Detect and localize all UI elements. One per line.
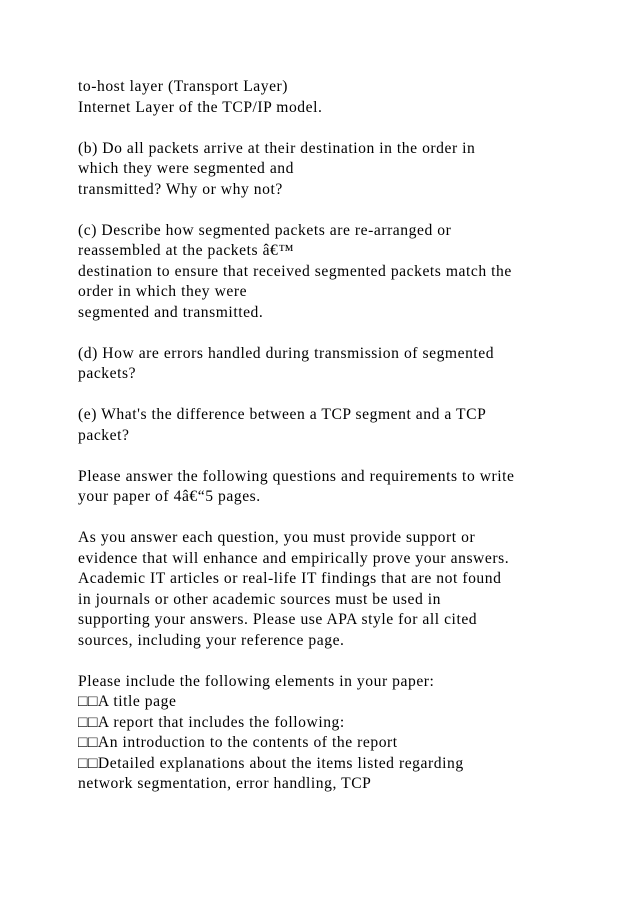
text-line: supporting your answers. Please use APA style for all cited: [78, 611, 478, 628]
text-line: (c) Describe how segmented packets are re-arranged or: [78, 221, 452, 239]
list-item: □□An introduction to the contents of the report: [78, 734, 398, 751]
text-line: sources, including your reference page.: [78, 631, 345, 649]
blank-line: [78, 508, 578, 529]
list-item: □□Detailed explanations about the items listed regarding: [78, 754, 464, 772]
text-line: transmitted? Why or why not?: [78, 180, 283, 198]
text-line: in journals or other academic sources must be used in: [78, 590, 442, 608]
blank-line: [78, 200, 578, 221]
blank-line: [78, 446, 578, 467]
blank-line: [78, 323, 578, 344]
text-line: packets?: [78, 365, 137, 382]
text-line: order in which they were: [78, 283, 248, 300]
list-item: □□A title page: [78, 693, 177, 710]
text-line: As you answer each question, you must provide support or: [78, 529, 476, 546]
list-item: □□A report that includes the following:: [78, 713, 345, 731]
blank-line: [78, 651, 578, 672]
text-line: your paper of 4â€“5 pages.: [78, 488, 261, 505]
blank-line: [78, 385, 578, 406]
text-line: Academic IT articles or real-life IT findings that are not found: [78, 570, 502, 587]
text-line: packet?: [78, 426, 130, 444]
blank-line: [78, 118, 578, 139]
text-line: to-host layer (Transport Layer): [78, 78, 289, 95]
text-line: reassembled at the packets â€™: [78, 242, 295, 259]
text-line: evidence that will enhance and empirically prove your answers.: [78, 549, 510, 567]
text-line: network segmentation, error handling, TCP: [78, 775, 372, 792]
text-line: Internet Layer of the TCP/IP model.: [78, 98, 323, 116]
text-line: (e) What's the difference between a TCP segment and a TCP: [78, 406, 487, 423]
text-line: (d) How are errors handled during transmission of segmented: [78, 344, 495, 362]
text-line: destination to ensure that received segmented packets match the: [78, 262, 512, 280]
text-line: segmented and transmitted.: [78, 303, 264, 321]
text-line: which they were segmented and: [78, 160, 294, 177]
text-line: (b) Do all packets arrive at their destination in the order in: [78, 139, 476, 157]
text-line: Please include the following elements in your paper:: [78, 672, 435, 690]
text-line: Please answer the following questions and requirements to write: [78, 467, 515, 485]
document-body: [78, 77, 578, 795]
